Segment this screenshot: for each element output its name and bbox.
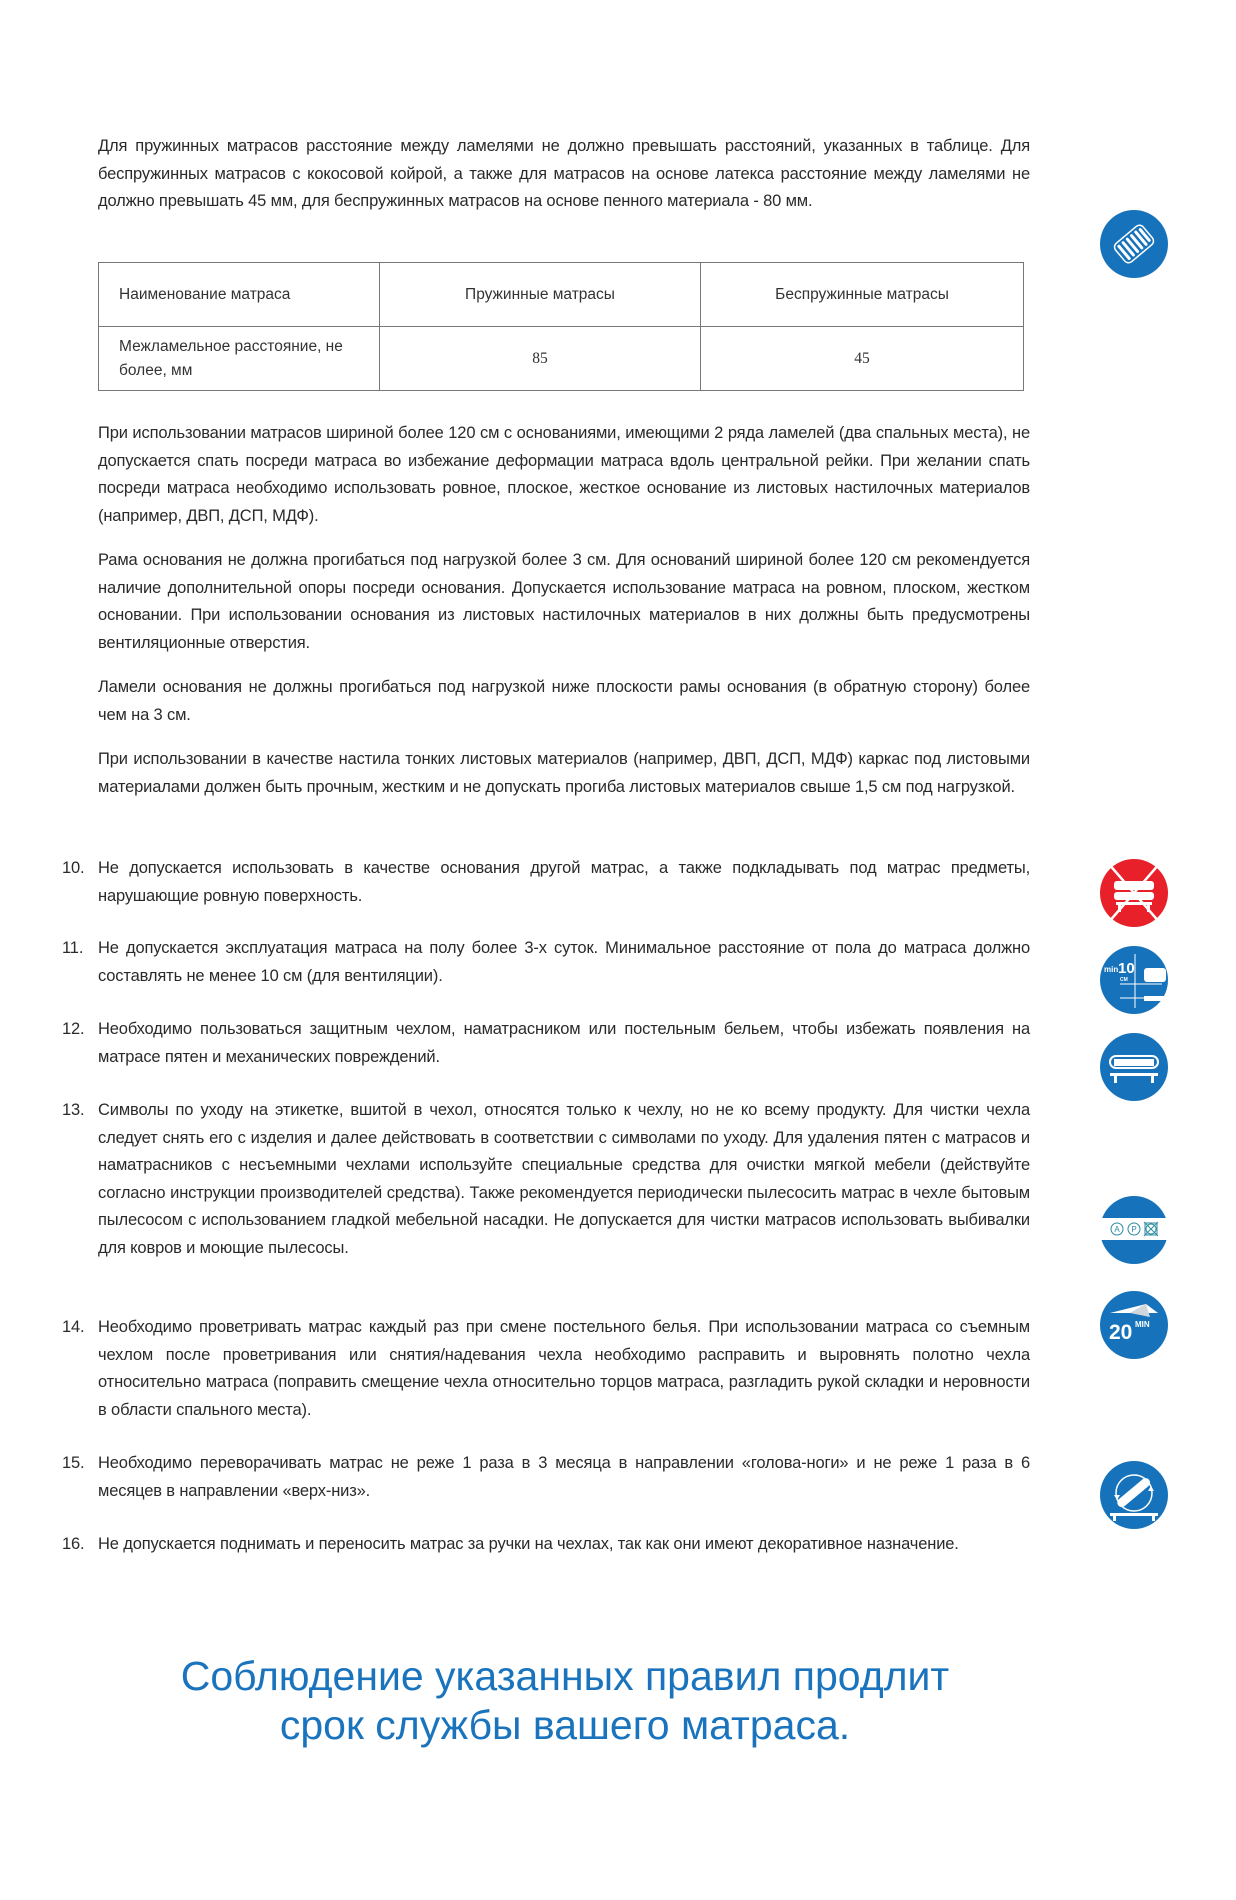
list-text: Не допускается использовать в качестве основания другой матрас, а также подкладывать под матрас предметы, нарушающие ровную поверхность.: [98, 859, 1030, 905]
list-number: 15.: [62, 1454, 85, 1472]
care-symbols-icon: [1100, 1196, 1168, 1264]
list-item: [62, 1314, 1030, 1424]
paragraph: Ламели основания не должны прогибаться под нагрузкой ниже плоскости рамы основания (в обратную сторону) более чем на 3 см.: [98, 678, 1030, 724]
list-item: [62, 1531, 1030, 1559]
list-number: 14.: [62, 1318, 85, 1336]
table-row: [99, 327, 1024, 391]
list-number: 10.: [62, 859, 85, 877]
table-header-cell: Наименование матраса: [99, 263, 380, 327]
list-number: 16.: [62, 1535, 85, 1553]
min-height-10cm-icon: [1100, 946, 1168, 1014]
table-header-cell: Беспружинные матрасы: [701, 263, 1024, 327]
bed-base-icon: [1100, 1033, 1168, 1101]
headline-line-1: Соблюдение указанных правил продлит: [180, 1653, 950, 1699]
intro-paragraph: Для пружинных матрасов расстояние между ламелями не должно превышать расстояний, указанных в таблице. Для беспружинных матрасов с кокосовой койрой, а также для матрасов на основе латекса расстояние между ламелями не должно превышать 45 мм, для беспружинных матрасов на основе пенного материала - 80 мм.: [98, 137, 1030, 211]
headline-line-2: срок службы вашего матраса.: [279, 1702, 851, 1748]
paragraph: При использовании матрасов шириной более 120 см с основаниями, имеющими 2 ряда ламелей (два спальных места), не допускается спать посреди матраса во избежание деформации матраса вдоль центральной рейки. При желании спать посреди матраса необходимо использовать ровное, плоское, жесткое основание из листовых настилочных материалов (например, ДВП, ДСП, МДФ).: [98, 424, 1030, 525]
slat-distance-table: [98, 262, 1024, 391]
list-number: 11.: [62, 939, 84, 957]
closing-headline: [0, 1652, 1130, 1750]
list-item: [62, 1016, 1030, 1071]
no-mattress-on-mattress-icon: [1100, 859, 1168, 927]
list-text: Необходимо переворачивать матрас не реже 1 раза в 3 месяца в направлении «голова-ноги» и не реже 1 раза в 6 месяцев в направлении «верх-низ».: [98, 1454, 1030, 1500]
airing-20min-icon: [1100, 1291, 1168, 1359]
table-header-cell: Пружинные матрасы: [380, 263, 701, 327]
paragraph: При использовании в качестве настила тонких листовых материалов (например, ДВП, ДСП, МДФ) каркас под листовыми материалами должен быть прочным, жестким и не допускать прогиба листовых материалов свыше 1,5 см под нагрузкой.: [98, 750, 1030, 796]
min-label: min: [1104, 965, 1119, 974]
list-number: 13.: [62, 1101, 85, 1119]
paragraph: Рама основания не должна прогибаться под нагрузкой более 3 см. Для оснований шириной более 120 см рекомендуется наличие дополнительной опоры посреди основания. Допускается использование матраса на ровном, плоском, жестком основании. При использовании основания из листовых настилочных материалов в них должны быть предусмотрены вентиляционные отверстия.: [98, 551, 1030, 652]
care-a-label: A: [1114, 1225, 1120, 1234]
table-cell: Межламельное расстояние, не более, мм: [99, 327, 380, 391]
min-unit-label: MIN: [1135, 1320, 1150, 1329]
list-item: [62, 855, 1030, 910]
list-item: [62, 935, 1030, 990]
table-cell: 45: [701, 327, 1024, 391]
list-item: [62, 1097, 1030, 1263]
table-header-row: [99, 263, 1024, 327]
table-cell: 85: [380, 327, 701, 391]
list-text: Не допускается эксплуатация матраса на полу более 3-х суток. Минимальное расстояние от пола до матраса должно составлять не менее 10 см (для вентиляции).: [98, 939, 1030, 985]
flip-mattress-icon: [1100, 1461, 1168, 1529]
slatted-base-icon: [1100, 210, 1168, 278]
twenty-label: 20: [1109, 1321, 1133, 1344]
care-p-label: P: [1131, 1225, 1137, 1234]
list-text: Необходимо проветривать матрас каждый раз при смене постельного белья. При использовании матраса со съемным чехлом после проветривания или снятия/надевания чехла необходимо расправить и выровнять полотно чехла относительно матраса (поправить смещение чехла относительно торцов матраса, разгладить рукой складки и неровности в области спального места).: [98, 1318, 1030, 1419]
cm-label: CM: [1120, 977, 1128, 983]
list-text: Не допускается поднимать и переносить матрас за ручки на чехлах, так как они имеют декоративное назначение.: [98, 1535, 959, 1553]
list-text: Символы по уходу на этикетке, вшитой в чехол, относятся только к чехлу, но не ко всему продукту. Для чистки чехла следует снять его с изделия и далее действовать в соответствии с символами по уходу. Для удаления пятен с матрасов и наматрасников с несъемными чехлами используйте специальные средства для очистки мягкой мебели (действуйте согласно инструкции производителей средства). Также рекомендуется периодически пылесосить матрас в чехле бытовым пылесосом с использованием гладкой мебельной насадки. Не допускается для чистки матрасов использовать выбивалки для ковров и моющие пылесосы.: [98, 1101, 1030, 1257]
list-number: 12.: [62, 1020, 85, 1038]
list-item: [62, 1450, 1030, 1505]
list-text: Необходимо пользоваться защитным чехлом, наматрасником или постельным бельем, чтобы избежать появления на матрасе пятен и механических повреждений.: [98, 1020, 1030, 1066]
ten-label: 10: [1118, 960, 1135, 977]
